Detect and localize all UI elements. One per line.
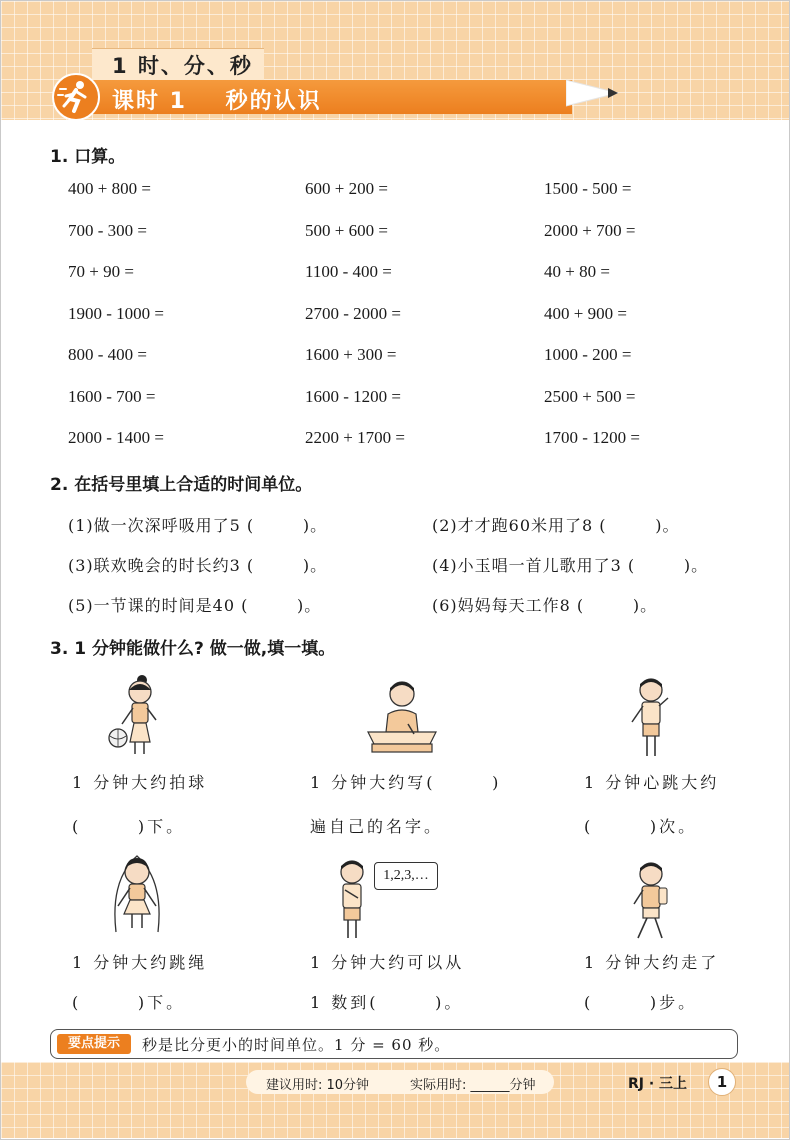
pencil-tip-icon — [566, 78, 622, 108]
page-number: 1 — [708, 1068, 736, 1096]
q3-activity-blank: ( )下。 — [72, 817, 186, 836]
q1-expr: 1700 - 1200 = — [544, 428, 640, 447]
lesson-badge — [52, 73, 100, 121]
q1-expr: 700 - 300 = — [68, 221, 147, 240]
runner-icon — [54, 75, 98, 119]
lesson-title: 课时 1 秒的认识 — [112, 89, 322, 114]
q3-activity-line: 1 分钟心跳大约 — [584, 773, 720, 792]
q1-expr: 1900 - 1000 = — [68, 304, 164, 323]
q3-activity-blank: ( )下。 — [72, 993, 186, 1012]
q3-activity-line: 1 分钟大约可以从 — [310, 953, 465, 972]
q1-expr: 70 + 90 = — [68, 262, 134, 281]
q1-expr: 2700 - 2000 = — [305, 304, 401, 323]
q1-expr: 400 + 800 = — [68, 179, 151, 198]
q1-expr: 600 + 200 = — [305, 179, 388, 198]
boy-writing-illustration — [362, 676, 442, 756]
q1-expr: 1600 - 1200 = — [305, 387, 401, 406]
girl-bouncing-ball-illustration — [104, 672, 168, 760]
q3-activity-blank: 遍自己的名字。 — [310, 817, 444, 836]
q3-activity-line: 1 分钟大约拍球 — [72, 773, 208, 792]
q2-item: (3)联欢晚会的时长约3 ( )。 — [68, 556, 328, 575]
q1-expr: 1600 + 300 = — [305, 345, 397, 364]
q2-item: (4)小玉唱一首儿歌用了3 ( )。 — [432, 556, 709, 575]
q3-activity-blank: 1 数到( )。 — [310, 993, 464, 1012]
actual-time: 实际用时: ______分钟 — [410, 1078, 536, 1093]
q3-activity-line: 1 分钟大约写( ) — [310, 773, 502, 792]
q2-item: (6)妈妈每天工作8 ( )。 — [432, 596, 658, 615]
q1-expr: 1000 - 200 = — [544, 345, 632, 364]
boy-walking-illustration — [626, 860, 676, 946]
chapter-title: 1 时、分、秒 — [112, 54, 253, 78]
q1-expr: 500 + 600 = — [305, 221, 388, 240]
boy-standing-illustration — [626, 676, 676, 762]
boy-counting-illustration — [330, 858, 374, 944]
tip-text: 秒是比分更小的时间单位。1 分 = 60 秒。 — [142, 1036, 451, 1054]
q2-item: (2)才才跑60米用了8 ( )。 — [432, 516, 680, 535]
q2-heading: 2. 在括号里填上合适的时间单位。 — [50, 475, 313, 495]
q3-activity-line: 1 分钟大约走了 — [584, 953, 720, 972]
q3-activity-blank: ( )次。 — [584, 817, 698, 836]
q1-expr: 40 + 80 = — [544, 262, 610, 281]
series-label: RJ · 三上 — [628, 1076, 688, 1092]
q1-expr: 400 + 900 = — [544, 304, 627, 323]
q1-expr: 1500 - 500 = — [544, 179, 632, 198]
q1-expr: 1100 - 400 = — [305, 262, 392, 281]
girl-skipping-rope-illustration — [106, 850, 168, 940]
speech-bubble: 1,2,3,… — [374, 862, 438, 890]
tip-badge: 要点提示 — [57, 1034, 131, 1054]
q1-expr: 1600 - 700 = — [68, 387, 156, 406]
q1-expr: 2200 + 1700 = — [305, 428, 405, 447]
q2-item: (1)做一次深呼吸用了5 ( )。 — [68, 516, 328, 535]
q3-activity-line: 1 分钟大约跳绳 — [72, 953, 208, 972]
q1-expr: 2000 - 1400 = — [68, 428, 164, 447]
q2-item: (5)一节课的时间是40 ( )。 — [68, 596, 322, 615]
q1-expr: 800 - 400 = — [68, 345, 147, 364]
suggested-time: 建议用时: 10分钟 — [266, 1078, 370, 1093]
q1-expr: 2500 + 500 = — [544, 387, 636, 406]
q3-heading: 3. 1 分钟能做什么? 做一做,填一填。 — [50, 639, 336, 659]
q1-expr: 2000 + 700 = — [544, 221, 636, 240]
q3-activity-blank: ( )步。 — [584, 993, 698, 1012]
q1-heading: 1. 口算。 — [50, 147, 126, 167]
